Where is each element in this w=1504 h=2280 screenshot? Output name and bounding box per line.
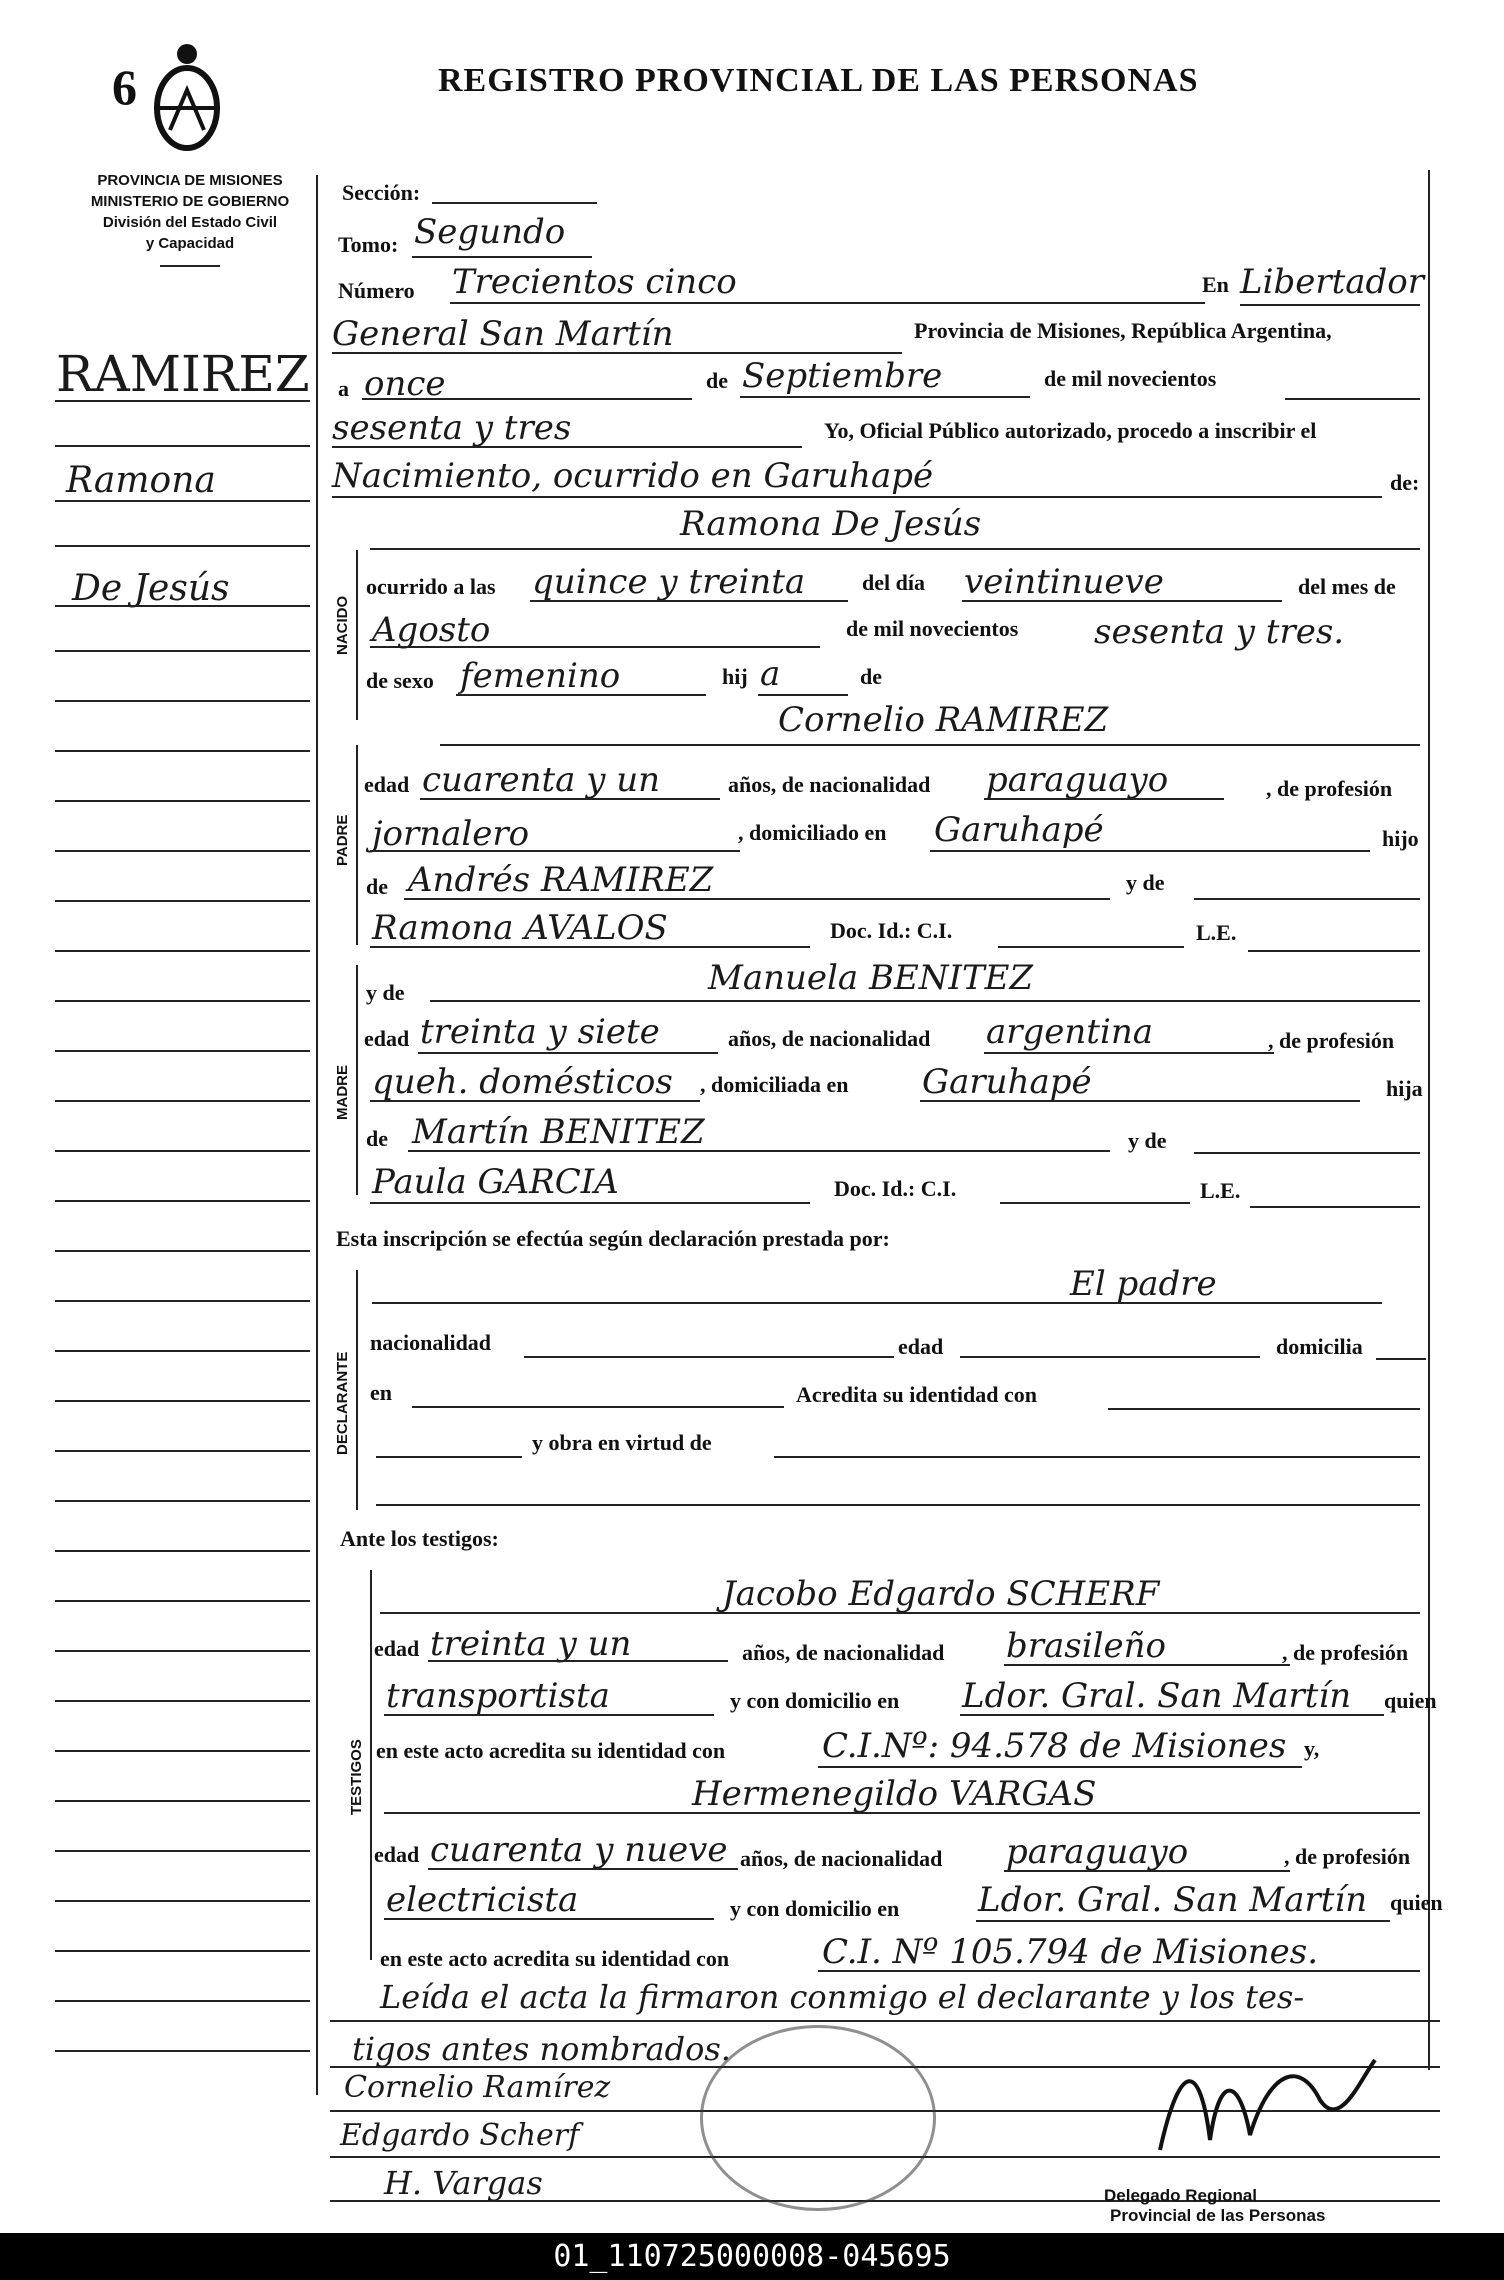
padre-le-label: L.E. (1196, 920, 1237, 945)
acto-line (332, 496, 1382, 498)
padre-doc-line (998, 946, 1184, 948)
tomo-line (412, 256, 592, 258)
nacido-section-label: NACIDO (334, 595, 351, 655)
margin-line (55, 1850, 310, 1852)
oficial-text: Yo, Oficial Público autorizado, procedo a inscribir el (824, 418, 1317, 443)
sexo-label: de sexo (366, 668, 434, 693)
nacido-nombre-line (370, 548, 1420, 550)
official-signature-icon (1150, 2040, 1380, 2180)
lugar2-line (332, 352, 902, 354)
margin-line (55, 2000, 310, 2002)
madre-le-line (1250, 1206, 1420, 1208)
org-line: MINISTERIO DE GOBIERNO (90, 193, 290, 210)
sexo-value: femenino (460, 656, 621, 696)
padre-prof-line (370, 850, 740, 852)
org-line: División del Estado Civil (102, 214, 278, 231)
madre-edad-label: edad (364, 1026, 410, 1051)
seccion-line (432, 202, 597, 204)
testigo1-prof: transportista (386, 1676, 610, 1716)
margin-line (55, 1550, 310, 1552)
declarante-nombre-line (372, 1302, 1382, 1304)
testigo1-dom: Ldor. Gral. San Martín (962, 1676, 1352, 1716)
padre-y-de-label: y de (1126, 870, 1165, 895)
testigo1-edad-line (428, 1660, 728, 1662)
padre-section-label: PADRE (334, 814, 351, 866)
declarante-obra-line (774, 1456, 1420, 1458)
padre-edad-line (420, 798, 720, 800)
padre-dom-label: , domiciliado en (738, 820, 887, 845)
padre-madre-de: Ramona AVALOS (372, 908, 668, 948)
margin-line (55, 1050, 310, 1052)
margin-line (55, 1750, 310, 1752)
madre-nombre: Manuela BENITEZ (708, 958, 1034, 998)
dia-line (362, 398, 692, 400)
mes-line (740, 396, 1030, 398)
declarante-nac-line (524, 1356, 894, 1358)
declarante-extra-line (376, 1504, 1420, 1506)
padre-domicilio: Garuhapé (934, 810, 1104, 850)
testigo2-nac-label: años, de nacionalidad (740, 1846, 943, 1871)
tomo-label: Tomo: (338, 232, 399, 257)
mil-nov-nacido-label: de mil novecientos (846, 616, 1019, 641)
padre-edad: cuarenta y un (422, 760, 661, 800)
lugar1-line (1240, 304, 1420, 306)
padre-y-de-line (1194, 898, 1420, 900)
en-label: En (1202, 272, 1229, 297)
page-number: 6 (112, 59, 137, 115)
lugar2-value: General San Martín (332, 314, 674, 354)
testigo2-nac: paraguayo (1006, 1832, 1189, 1872)
org-block (40, 170, 340, 254)
testigo2-prof-label: , de profesión (1284, 1844, 1411, 1869)
madre-edad-line (418, 1052, 718, 1054)
margin-line (55, 1450, 310, 1452)
nacido-bracket (356, 550, 358, 720)
testigo2-doc: C.I. Nº 105.794 de Misiones. (822, 1932, 1319, 1972)
declarante-bracket (356, 1270, 358, 1510)
testigo2-nac-line (1004, 1870, 1290, 1872)
madre-madre-de: Paula GARCIA (372, 1162, 619, 1202)
testigo1-nombre-line (380, 1612, 1420, 1614)
margin-name1: Ramona (66, 460, 216, 501)
padre-nac-label: años, de nacionalidad (728, 772, 931, 797)
padre-le-line (1248, 950, 1420, 952)
padre-padre-line (404, 898, 1110, 900)
testigo2-prof: electricista (386, 1880, 579, 1920)
testigo1-edad: treinta y un (430, 1624, 632, 1664)
lugar1-value: Libertador (1240, 262, 1425, 302)
testigo1-nac: brasileño (1006, 1626, 1166, 1666)
document-id-bar: 01_110725000008-045695 (0, 2233, 1504, 2280)
madre-dom-label: , domiciliada en (700, 1072, 849, 1097)
madre-nac-line (984, 1052, 1274, 1054)
declarante-nac-label: nacionalidad (370, 1330, 492, 1355)
del-mes-label: del mes de (1298, 574, 1396, 599)
numero-value: Trecientos cinco (452, 262, 737, 302)
margin-line (55, 1700, 310, 1702)
padre-nac-line (984, 798, 1224, 800)
testigo1-nac-label: años, de nacionalidad (742, 1640, 945, 1665)
padre-bracket (356, 745, 358, 945)
madre-profesion: queh. domésticos (372, 1062, 673, 1102)
madre-de-label: de (366, 1126, 388, 1151)
mil-nov-line (1285, 398, 1420, 400)
testigo2-edad: cuarenta y nueve (430, 1830, 728, 1870)
margin-line (55, 950, 310, 952)
testigo2-prof-line (384, 1918, 714, 1920)
numero-label: Número (338, 278, 415, 303)
cierre-line1: Leída el acta la firmaron conmigo el declarante y los tes- (380, 1978, 1305, 2016)
margin-line (55, 650, 310, 652)
testigo1-acredita-label: en este acto acredita su identidad con (376, 1738, 726, 1763)
divider (160, 265, 220, 267)
margin-surname: RAMIREZ (56, 345, 310, 403)
testigo1-doc-line (818, 1766, 1302, 1768)
firma-declarante: Cornelio Ramírez (344, 2070, 611, 2105)
madre-y-de2-line (1194, 1152, 1420, 1154)
madre-section-label: MADRE (334, 1065, 351, 1120)
padre-profesion: jornalero (372, 814, 530, 854)
mes-nacido-line (370, 646, 820, 648)
padre-prof-label: , de profesión (1266, 776, 1393, 801)
firma-testigo1: Edgardo Scherf (340, 2118, 580, 2153)
testigo2-doc-line (818, 1970, 1420, 1972)
tomo-value: Segundo (414, 212, 566, 252)
madre-le-label: L.E. (1200, 1178, 1241, 1203)
margin-line (55, 1400, 310, 1402)
padre-dom-line (930, 850, 1370, 852)
padre-edad-label: edad (364, 772, 410, 797)
margin-name2: De Jesús (72, 568, 230, 609)
margin-line (55, 1100, 310, 1102)
testigo1-dom-line (960, 1714, 1384, 1716)
declarante-obra-label: y obra en virtud de (532, 1430, 712, 1455)
padre-nacionalidad: paraguayo (986, 760, 1169, 800)
padre-nombre: Cornelio RAMIREZ (778, 700, 1109, 740)
madre-domicilio: Garuhapé (922, 1062, 1092, 1102)
org-line: PROVINCIA DE MISIONES (97, 172, 283, 189)
mes-value: Septiembre (742, 356, 943, 396)
declarante-obra-pre-line (376, 1456, 522, 1458)
testigo2-acredita-label: en este acto acredita su identidad con (380, 1946, 730, 1971)
testigo2-edad-label: edad (374, 1842, 420, 1867)
anio-line (332, 446, 802, 448)
firma-testigo2: H. Vargas (384, 2164, 543, 2202)
acto-value: Nacimiento, ocurrido en Garuhapé (332, 456, 934, 496)
declarante-en-label: en (370, 1380, 392, 1405)
hora-line (530, 600, 848, 602)
sexo-line (456, 694, 706, 696)
hora-value: quince y treinta (532, 562, 806, 602)
seccion-label: Sección: (342, 180, 421, 205)
anio-nacido-value: sesenta y tres. (1094, 612, 1345, 652)
cierre-line1-underline (330, 2020, 1440, 2022)
margin-line (55, 2050, 310, 2052)
declarante-intro: Esta inscripción se efectúa según declaración prestada por: (336, 1226, 890, 1251)
padre-de-label: de (366, 874, 388, 899)
nacido-nombre: Ramona De Jesús (680, 504, 982, 544)
de-label: de (706, 368, 728, 393)
provincia-text: Provincia de Misiones, República Argentina, (914, 318, 1332, 343)
margin-line (55, 1250, 310, 1252)
anio-value: sesenta y tres (332, 408, 572, 448)
ocurrido-label: ocurrido a las (366, 574, 496, 599)
testigo1-quien-label: quien (1384, 1688, 1437, 1713)
margin-line (55, 700, 310, 702)
page-title: REGISTRO PROVINCIAL DE LAS PERSONAS (438, 62, 1199, 99)
margin-line (55, 1350, 310, 1352)
testigo1-y-label: y, (1304, 1736, 1320, 1761)
testigo2-nombre: Hermenegildo VARGAS (692, 1774, 1097, 1814)
declarante-edad-line (960, 1356, 1260, 1358)
delegado-line1: Delegado Regional (1104, 2186, 1258, 2205)
testigo1-dom-label: y con domicilio en (730, 1688, 900, 1713)
testigo1-doc: C.I.Nº: 94.578 de Misiones (822, 1726, 1287, 1766)
madre-bracket (356, 965, 358, 1195)
padre-padre-de: Andrés RAMIREZ (408, 860, 714, 900)
hijo-suffix: a (760, 654, 781, 694)
page-border (1428, 170, 1430, 2070)
dia-nacido-value: veintinueve (964, 562, 1164, 602)
madre-padre-line (408, 1150, 1110, 1152)
madre-dom-line (920, 1100, 1360, 1102)
padre-doc-label: Doc. Id.: C.I. (830, 918, 953, 943)
mes-nacido-value: Agosto (372, 610, 491, 650)
margin-line (55, 1950, 310, 1952)
testigo1-prof-label: , de profesión (1282, 1640, 1409, 1665)
mil-nov-label: de mil novecientos (1044, 366, 1217, 391)
margin-line (55, 445, 310, 447)
cierre-line2: tigos antes nombrados. (352, 2030, 731, 2068)
madre-nac-label: años, de nacionalidad (728, 1026, 931, 1051)
madre-nacionalidad: argentina (986, 1012, 1154, 1052)
margin-line (55, 800, 310, 802)
margin-line (55, 1300, 310, 1302)
testigos-bracket (370, 1570, 372, 1960)
declarante-en-line (412, 1406, 784, 1408)
madre-y-de-label: y de (366, 980, 405, 1005)
a-label: a (338, 376, 349, 401)
margin-line (55, 900, 310, 902)
margin-line (55, 1150, 310, 1152)
testigo1-nac-line (1004, 1664, 1290, 1666)
delegado-line2: Provincial de las Personas (1110, 2206, 1326, 2225)
testigo2-edad-line (428, 1868, 738, 1870)
testigos-section-label: TESTIGOS (348, 1739, 365, 1815)
hijo-de-label: de (860, 664, 882, 689)
margin-line (55, 1500, 310, 1502)
numero-line (450, 302, 1205, 304)
madre-edad: treinta y siete (420, 1012, 660, 1052)
testigo1-edad-label: edad (374, 1636, 420, 1661)
margin-border (316, 175, 318, 2095)
madre-prof-label: , de profesión (1268, 1028, 1395, 1053)
margin-line (55, 605, 310, 607)
madre-nombre-line (430, 1000, 1420, 1002)
margin-line (55, 1000, 310, 1002)
padre-nombre-line (440, 744, 1420, 746)
margin-line (55, 1650, 310, 1652)
margin-line (55, 750, 310, 752)
madre-doc-label: Doc. Id.: C.I. (834, 1176, 957, 1201)
madre-hija-label: hija (1386, 1076, 1423, 1101)
madre-prof-line (370, 1100, 700, 1102)
coat-of-arms-icon (150, 40, 224, 158)
padre-madre-line (370, 946, 810, 948)
madre-madre-line (370, 1202, 810, 1204)
declarante-domicilia-line (1376, 1358, 1426, 1360)
dia-nacido-line (962, 600, 1282, 602)
testigo2-quien-label: quien (1390, 1890, 1443, 1915)
margin-line (55, 1800, 310, 1802)
hijo-label: hij (722, 664, 748, 689)
de-colon-label: de: (1390, 470, 1420, 495)
hijo-line (758, 694, 848, 696)
declarante-acredita-label: Acredita su identidad con (796, 1382, 1038, 1407)
testigo2-dom-line (976, 1920, 1390, 1922)
testigo1-nombre: Jacobo Edgardo SCHERF (722, 1574, 1160, 1614)
declarante-edad-label: edad (898, 1334, 944, 1359)
declarante-domicilia-label: domicilia (1276, 1334, 1363, 1359)
dia-value: once (364, 364, 446, 404)
margin-line (55, 1600, 310, 1602)
margin-line (55, 400, 310, 402)
testigo2-dom: Ldor. Gral. San Martín (978, 1880, 1368, 1920)
org-line: y Capacidad (145, 235, 235, 252)
margin-line (55, 1900, 310, 1902)
madre-padre-de: Martín BENITEZ (412, 1112, 705, 1152)
padre-hijo-label: hijo (1382, 826, 1419, 851)
testigo1-prof-line (384, 1714, 714, 1716)
testigo2-dom-label: y con domicilio en (730, 1896, 900, 1921)
declarante-nombre: El padre (1070, 1264, 1217, 1304)
declarante-acredita-line (1108, 1408, 1420, 1410)
margin-line (55, 545, 310, 547)
del-dia-label: del día (862, 570, 925, 595)
testigo2-nombre-line (384, 1812, 1420, 1814)
testigos-intro: Ante los testigos: (340, 1526, 499, 1551)
official-seal (700, 2025, 936, 2211)
madre-doc-line (1000, 1202, 1190, 1204)
madre-y-de2-label: y de (1128, 1128, 1167, 1153)
declarante-section-label: DECLARANTE (334, 1351, 351, 1455)
margin-line (55, 500, 310, 502)
margin-line (55, 850, 310, 852)
margin-line (55, 1200, 310, 1202)
